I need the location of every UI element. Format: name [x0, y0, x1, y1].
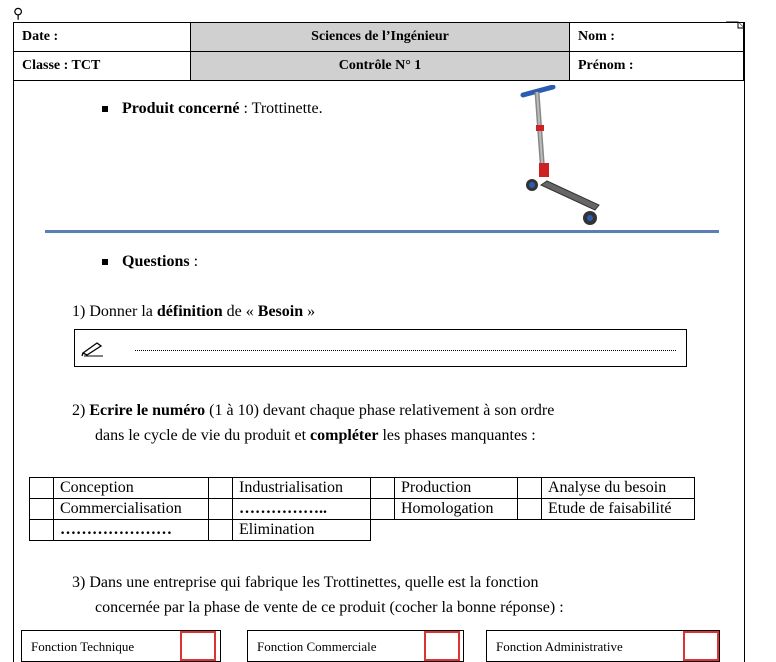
phase-number-cell[interactable] [30, 478, 54, 499]
q2-text-line2b: les phases manquantes : [382, 427, 536, 444]
question-2 [72, 398, 554, 448]
prenom-label: Prénom : [570, 52, 744, 81]
phase-cell: Analyse du besoin [542, 478, 695, 499]
phase-number-cell[interactable] [518, 499, 542, 520]
choice-label: Fonction Technique [31, 639, 135, 654]
choice-label: Fonction Commerciale [257, 639, 377, 654]
phase-cell: Elimination [233, 520, 371, 541]
phase-number-cell[interactable] [518, 478, 542, 499]
date-label: Date : [14, 23, 191, 52]
choice-checkbox[interactable] [424, 631, 460, 661]
choice-checkbox[interactable] [683, 631, 719, 661]
q1-text-post: » [307, 303, 316, 320]
phase-cell: Production [395, 478, 518, 499]
phase-number-cell[interactable] [209, 499, 233, 520]
q3-text-line1: Dans une entreprise qui fabrique les Trottinettes, quelle est la fonction [89, 574, 539, 591]
q2-bold-completer: compléter [310, 427, 379, 444]
phase-cell: Homologation [395, 499, 518, 520]
phase-number-cell[interactable] [30, 499, 54, 520]
product-value: Trottinette. [251, 100, 323, 117]
phase-cell: Conception [54, 478, 209, 499]
questions-label: Questions [122, 253, 190, 270]
choice-administrative [486, 630, 720, 662]
phases-table [29, 477, 695, 541]
question-3 [72, 570, 564, 620]
subject-title: Sciences de l’Ingénieur [191, 23, 570, 52]
q1-bold-besoin: Besoin [257, 303, 304, 320]
phase-cell: Commercialisation [54, 499, 209, 520]
q2-text-line2a: dans le cycle de vie du produit et [95, 427, 307, 444]
nom-label: Nom : [570, 23, 744, 52]
q3-text-line2: concernée par la phase de vente de ce produit (cocher la bonne réponse) : [95, 599, 564, 616]
scooter-illustration [515, 85, 615, 230]
header-table [13, 22, 744, 81]
phase-blank-cell[interactable]: …………….. [233, 499, 371, 520]
control-title: Contrôle N° 1 [191, 52, 570, 81]
choice-checkbox[interactable] [180, 631, 216, 661]
empty-cell [371, 520, 695, 541]
choice-label: Fonction Administrative [496, 639, 623, 654]
q1-bold-definition: définition [156, 303, 223, 320]
questions-sep: : [189, 253, 199, 270]
phase-cell: Etude de faisabilité [542, 499, 695, 520]
bullet-square-icon [102, 259, 108, 265]
phase-number-cell[interactable] [30, 520, 54, 541]
q1-answer-dotted-line [135, 350, 676, 351]
bullet-square-icon [102, 106, 108, 112]
phase-blank-cell[interactable]: ………………… [54, 520, 209, 541]
classe-label: Classe : TCT [14, 52, 191, 81]
pencil-icon [81, 339, 105, 357]
q1-text: Donner la [89, 303, 153, 320]
question-1 [72, 299, 315, 324]
phase-number-cell[interactable] [371, 499, 395, 520]
separator-line [45, 230, 719, 233]
q2-text-line1: (1 à 10) devant chaque phase relativement à son ordre [209, 402, 555, 419]
phase-cell: Industrialisation [233, 478, 371, 499]
q3-number: 3) [72, 574, 86, 591]
product-label: Produit concerné [122, 100, 240, 117]
q1-text-mid: de « [226, 303, 254, 320]
phase-number-cell[interactable] [209, 520, 233, 541]
product-sep: : [239, 100, 252, 117]
q2-number: 2) [72, 402, 86, 419]
phase-number-cell[interactable] [209, 478, 233, 499]
q1-number: 1) [72, 303, 86, 320]
questions-heading [102, 253, 198, 271]
choice-technique [21, 630, 221, 662]
q2-bold-ecrire: Ecrire le numéro [89, 402, 206, 419]
product-line [102, 100, 323, 118]
phase-number-cell[interactable] [371, 478, 395, 499]
paperclip-icon: ⚲ [13, 7, 24, 22]
choice-commerciale [247, 630, 464, 662]
q1-answer-field[interactable] [74, 329, 687, 367]
